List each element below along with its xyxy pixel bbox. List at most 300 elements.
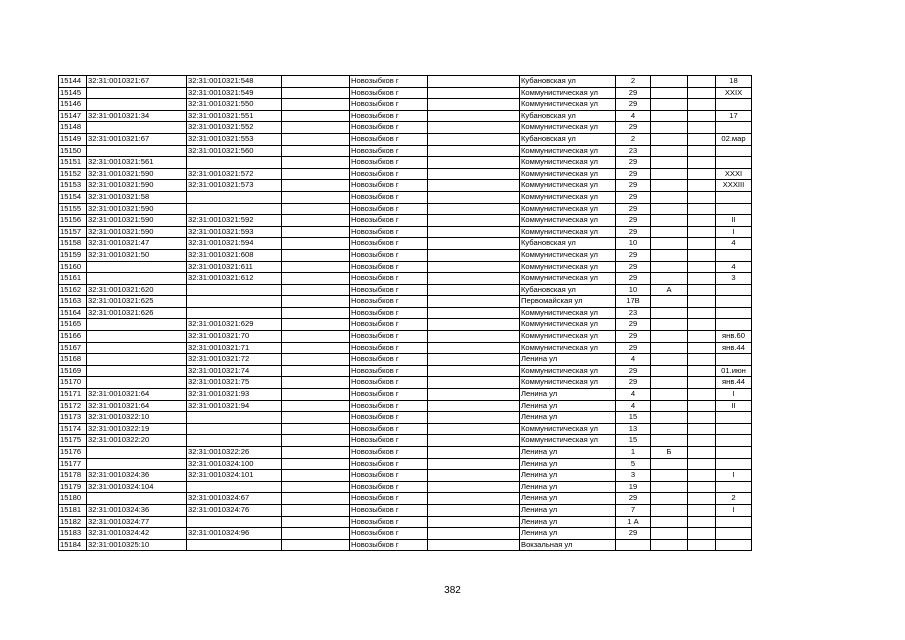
cadastral-number-parcel-cell — [87, 493, 187, 505]
street-cell: Ленина ул — [520, 481, 616, 493]
empty-col-cell — [282, 481, 350, 493]
cadastral-number-object-cell: 32:31:0010321:551 — [187, 110, 282, 122]
building-part-cell: I — [716, 504, 752, 516]
cadastral-number-object-cell: 32:31:0010321:548 — [187, 76, 282, 88]
empty-col-cell — [428, 331, 520, 343]
street-cell: Коммунистическая ул — [520, 87, 616, 99]
spacer-cell — [688, 447, 716, 459]
cadastral-number-parcel-cell: 32:31:0010325:10 — [87, 539, 187, 551]
spacer-cell — [688, 389, 716, 401]
building-part-cell — [716, 481, 752, 493]
empty-col-cell — [282, 168, 350, 180]
city-cell: Новозыбков г — [350, 145, 428, 157]
building-part-cell — [716, 99, 752, 111]
row-number-cell: 15149 — [59, 133, 87, 145]
table-row — [59, 516, 752, 528]
letter-cell — [651, 423, 688, 435]
spacer-cell — [688, 226, 716, 238]
building-part-cell: 4 — [716, 238, 752, 250]
empty-col-cell — [428, 423, 520, 435]
house-number-cell: 29 — [616, 180, 651, 192]
house-number-cell: 15 — [616, 412, 651, 424]
table-row — [59, 87, 752, 99]
cadastral-number-object-cell: 32:31:0010321:592 — [187, 215, 282, 227]
house-number-cell: 19 — [616, 481, 651, 493]
letter-cell — [651, 238, 688, 250]
building-part-cell — [716, 249, 752, 261]
cadastral-number-object-cell — [187, 481, 282, 493]
cadastral-number-parcel-cell — [87, 273, 187, 285]
spacer-cell — [688, 180, 716, 192]
cadastral-number-object-cell — [187, 435, 282, 447]
street-cell: Кубановская ул — [520, 76, 616, 88]
letter-cell — [651, 180, 688, 192]
letter-cell — [651, 493, 688, 505]
cadastral-number-object-cell: 32:31:0010321:93 — [187, 389, 282, 401]
empty-col-cell — [428, 261, 520, 273]
street-cell: Коммунистическая ул — [520, 168, 616, 180]
empty-col-cell — [282, 423, 350, 435]
house-number-cell: 4 — [616, 400, 651, 412]
city-cell: Новозыбков г — [350, 226, 428, 238]
city-cell: Новозыбков г — [350, 215, 428, 227]
house-number-cell: 10 — [616, 238, 651, 250]
table-row — [59, 493, 752, 505]
letter-cell — [651, 504, 688, 516]
empty-col-cell — [282, 76, 350, 88]
building-part-cell — [716, 412, 752, 424]
street-cell: Коммунистическая ул — [520, 99, 616, 111]
city-cell: Новозыбков г — [350, 168, 428, 180]
empty-col-cell — [282, 470, 350, 482]
city-cell: Новозыбков г — [350, 412, 428, 424]
street-cell: Коммунистическая ул — [520, 307, 616, 319]
house-number-cell: 29 — [616, 122, 651, 134]
cadastral-number-object-cell: 32:31:0010321:611 — [187, 261, 282, 273]
cadastral-number-object-cell: 32:31:0010321:74 — [187, 365, 282, 377]
cadastral-number-object-cell: 32:31:0010324:67 — [187, 493, 282, 505]
empty-col-cell — [282, 191, 350, 203]
street-cell: Вокзальная ул — [520, 539, 616, 551]
building-part-cell: I — [716, 389, 752, 401]
empty-col-cell — [282, 504, 350, 516]
cadastral-number-parcel-cell: 32:31:0010321:64 — [87, 400, 187, 412]
street-cell: Ленина ул — [520, 458, 616, 470]
table-row — [59, 412, 752, 424]
table-row — [59, 365, 752, 377]
row-number-cell: 15173 — [59, 412, 87, 424]
letter-cell — [651, 539, 688, 551]
cadastral-number-object-cell: 32:31:0010321:573 — [187, 180, 282, 192]
row-number-cell: 15167 — [59, 342, 87, 354]
row-number-cell: 15181 — [59, 504, 87, 516]
row-number-cell: 15164 — [59, 307, 87, 319]
street-cell: Коммунистическая ул — [520, 203, 616, 215]
letter-cell — [651, 99, 688, 111]
cadastral-number-object-cell: 32:31:0010321:552 — [187, 122, 282, 134]
row-number-cell: 15184 — [59, 539, 87, 551]
empty-col-cell — [282, 296, 350, 308]
table-row — [59, 110, 752, 122]
empty-col-cell — [428, 342, 520, 354]
empty-col-cell — [282, 331, 350, 343]
cadastral-number-object-cell — [187, 307, 282, 319]
street-cell: Коммунистическая ул — [520, 226, 616, 238]
building-part-cell: XXXIII — [716, 180, 752, 192]
page-number: 382 — [444, 585, 461, 596]
table-row — [59, 215, 752, 227]
cadastral-number-parcel-cell: 32:31:0010321:67 — [87, 76, 187, 88]
house-number-cell: 3 — [616, 470, 651, 482]
table-row — [59, 226, 752, 238]
row-number-cell: 15180 — [59, 493, 87, 505]
cadastral-number-object-cell — [187, 423, 282, 435]
spacer-cell — [688, 342, 716, 354]
street-cell: Ленина ул — [520, 412, 616, 424]
building-part-cell: янв.60 — [716, 331, 752, 343]
house-number-cell: 29 — [616, 168, 651, 180]
letter-cell — [651, 87, 688, 99]
empty-col-cell — [282, 238, 350, 250]
building-part-cell — [716, 319, 752, 331]
cadastral-number-parcel-cell: 32:31:0010322:10 — [87, 412, 187, 424]
empty-col-cell — [282, 284, 350, 296]
street-cell: Коммунистическая ул — [520, 122, 616, 134]
building-part-cell: I — [716, 226, 752, 238]
building-part-cell — [716, 528, 752, 540]
street-cell: Коммунистическая ул — [520, 215, 616, 227]
empty-col-cell — [282, 157, 350, 169]
empty-col-cell — [428, 319, 520, 331]
table-row — [59, 180, 752, 192]
cadastral-number-parcel-cell — [87, 342, 187, 354]
empty-col-cell — [428, 110, 520, 122]
table-row — [59, 168, 752, 180]
empty-col-cell — [282, 215, 350, 227]
city-cell: Новозыбков г — [350, 539, 428, 551]
city-cell: Новозыбков г — [350, 110, 428, 122]
house-number-cell: 7 — [616, 504, 651, 516]
street-cell: Коммунистическая ул — [520, 273, 616, 285]
row-number-cell: 15174 — [59, 423, 87, 435]
spacer-cell — [688, 412, 716, 424]
house-number-cell: 5 — [616, 458, 651, 470]
empty-col-cell — [428, 226, 520, 238]
empty-col-cell — [282, 447, 350, 459]
cadastral-number-object-cell — [187, 203, 282, 215]
street-cell: Ленина ул — [520, 354, 616, 366]
cadastral-number-parcel-cell — [87, 99, 187, 111]
table-row — [59, 261, 752, 273]
spacer-cell — [688, 133, 716, 145]
building-part-cell: XXXI — [716, 168, 752, 180]
empty-col-cell — [282, 342, 350, 354]
house-number-cell: 29 — [616, 203, 651, 215]
cadastral-number-parcel-cell: 32:31:0010321:590 — [87, 215, 187, 227]
empty-col-cell — [282, 354, 350, 366]
spacer-cell — [688, 504, 716, 516]
empty-col-cell — [282, 203, 350, 215]
building-part-cell — [716, 284, 752, 296]
cadastral-number-parcel-cell — [87, 447, 187, 459]
empty-col-cell — [428, 157, 520, 169]
house-number-cell: 29 — [616, 261, 651, 273]
table-row — [59, 99, 752, 111]
table-row — [59, 423, 752, 435]
table-row — [59, 377, 752, 389]
street-cell: Ленина ул — [520, 389, 616, 401]
row-number-cell: 15160 — [59, 261, 87, 273]
row-number-cell: 15171 — [59, 389, 87, 401]
street-cell: Кубановская ул — [520, 284, 616, 296]
table-row — [59, 481, 752, 493]
cadastral-number-object-cell: 32:31:0010322:26 — [187, 447, 282, 459]
row-number-cell: 15156 — [59, 215, 87, 227]
empty-col-cell — [282, 412, 350, 424]
empty-col-cell — [282, 133, 350, 145]
spacer-cell — [688, 191, 716, 203]
house-number-cell: 23 — [616, 145, 651, 157]
empty-col-cell — [428, 203, 520, 215]
city-cell: Новозыбков г — [350, 99, 428, 111]
house-number-cell: 29 — [616, 249, 651, 261]
letter-cell — [651, 389, 688, 401]
cadastral-number-object-cell: 32:31:0010321:612 — [187, 273, 282, 285]
table-row — [59, 458, 752, 470]
cadastral-number-object-cell — [187, 296, 282, 308]
cadastral-number-parcel-cell: 32:31:0010324:36 — [87, 470, 187, 482]
cadastral-number-object-cell — [187, 157, 282, 169]
house-number-cell — [616, 539, 651, 551]
letter-cell — [651, 157, 688, 169]
street-cell: Коммунистическая ул — [520, 145, 616, 157]
table-row — [59, 133, 752, 145]
building-part-cell — [716, 516, 752, 528]
empty-col-cell — [428, 516, 520, 528]
row-number-cell: 15152 — [59, 168, 87, 180]
row-number-cell: 15148 — [59, 122, 87, 134]
empty-col-cell — [428, 354, 520, 366]
table-row — [59, 470, 752, 482]
empty-col-cell — [428, 180, 520, 192]
spacer-cell — [688, 354, 716, 366]
empty-col-cell — [282, 226, 350, 238]
street-cell: Ленина ул — [520, 504, 616, 516]
cadastral-number-parcel-cell — [87, 365, 187, 377]
building-part-cell — [716, 435, 752, 447]
spacer-cell — [688, 238, 716, 250]
street-cell: Коммунистическая ул — [520, 249, 616, 261]
empty-col-cell — [428, 145, 520, 157]
cadastral-number-object-cell: 32:31:0010324:101 — [187, 470, 282, 482]
row-number-cell: 15150 — [59, 145, 87, 157]
row-number-cell: 15168 — [59, 354, 87, 366]
house-number-cell: 1 — [616, 447, 651, 459]
house-number-cell: 10 — [616, 284, 651, 296]
spacer-cell — [688, 273, 716, 285]
house-number-cell: 1 А — [616, 516, 651, 528]
cadastral-number-parcel-cell — [87, 122, 187, 134]
building-part-cell: 17 — [716, 110, 752, 122]
cadastral-number-object-cell: 32:31:0010321:594 — [187, 238, 282, 250]
cadastral-number-parcel-cell: 32:31:0010321:590 — [87, 203, 187, 215]
empty-col-cell — [282, 307, 350, 319]
city-cell: Новозыбков г — [350, 458, 428, 470]
letter-cell — [651, 354, 688, 366]
letter-cell — [651, 203, 688, 215]
letter-cell: Б — [651, 447, 688, 459]
table-row — [59, 539, 752, 551]
row-number-cell: 15163 — [59, 296, 87, 308]
cadastral-number-parcel-cell: 32:31:0010322:20 — [87, 435, 187, 447]
street-cell: Первомайская ул — [520, 296, 616, 308]
house-number-cell: 2 — [616, 133, 651, 145]
letter-cell — [651, 458, 688, 470]
cadastral-number-object-cell: 32:31:0010321:75 — [187, 377, 282, 389]
street-cell: Коммунистическая ул — [520, 365, 616, 377]
cadastral-number-parcel-cell: 32:31:0010321:58 — [87, 191, 187, 203]
letter-cell — [651, 191, 688, 203]
spacer-cell — [688, 296, 716, 308]
city-cell: Новозыбков г — [350, 354, 428, 366]
building-part-cell: янв.44 — [716, 342, 752, 354]
empty-col-cell — [428, 447, 520, 459]
letter-cell — [651, 377, 688, 389]
street-cell: Коммунистическая ул — [520, 191, 616, 203]
row-number-cell: 15176 — [59, 447, 87, 459]
row-number-cell: 15182 — [59, 516, 87, 528]
street-cell: Кубановская ул — [520, 110, 616, 122]
table-row — [59, 238, 752, 250]
cadastral-number-parcel-cell: 32:31:0010321:620 — [87, 284, 187, 296]
city-cell: Новозыбков г — [350, 481, 428, 493]
cadastral-number-parcel-cell: 32:31:0010321:50 — [87, 249, 187, 261]
table-row — [59, 145, 752, 157]
street-cell: Ленина ул — [520, 528, 616, 540]
letter-cell — [651, 296, 688, 308]
cadastral-number-object-cell: 32:31:0010324:76 — [187, 504, 282, 516]
empty-col-cell — [428, 87, 520, 99]
empty-col-cell — [282, 400, 350, 412]
building-part-cell — [716, 458, 752, 470]
house-number-cell: 13 — [616, 423, 651, 435]
city-cell: Новозыбков г — [350, 180, 428, 192]
empty-col-cell — [282, 516, 350, 528]
city-cell: Новозыбков г — [350, 528, 428, 540]
empty-col-cell — [428, 412, 520, 424]
empty-col-cell — [428, 273, 520, 285]
empty-col-cell — [282, 273, 350, 285]
cadastral-number-object-cell: 32:31:0010321:72 — [187, 354, 282, 366]
cadastral-number-parcel-cell: 32:31:0010321:67 — [87, 133, 187, 145]
empty-col-cell — [428, 400, 520, 412]
row-number-cell: 15151 — [59, 157, 87, 169]
building-part-cell — [716, 203, 752, 215]
empty-col-cell — [428, 76, 520, 88]
spacer-cell — [688, 203, 716, 215]
table-row — [59, 528, 752, 540]
city-cell: Новозыбков г — [350, 377, 428, 389]
city-cell: Новозыбков г — [350, 516, 428, 528]
empty-col-cell — [428, 191, 520, 203]
street-cell: Коммунистическая ул — [520, 342, 616, 354]
letter-cell — [651, 76, 688, 88]
building-part-cell — [716, 157, 752, 169]
building-part-cell: 4 — [716, 261, 752, 273]
building-part-cell: 01.июн — [716, 365, 752, 377]
cadastral-number-object-cell — [187, 191, 282, 203]
cadastral-number-parcel-cell — [87, 458, 187, 470]
street-cell: Ленина ул — [520, 447, 616, 459]
empty-col-cell — [428, 389, 520, 401]
empty-col-cell — [282, 539, 350, 551]
street-cell: Коммунистическая ул — [520, 423, 616, 435]
cadastral-number-parcel-cell: 32:31:0010324:42 — [87, 528, 187, 540]
house-number-cell: 29 — [616, 157, 651, 169]
spacer-cell — [688, 145, 716, 157]
building-part-cell — [716, 122, 752, 134]
spacer-cell — [688, 331, 716, 343]
table-row — [59, 249, 752, 261]
spacer-cell — [688, 493, 716, 505]
table-row — [59, 284, 752, 296]
spacer-cell — [688, 110, 716, 122]
city-cell: Новозыбков г — [350, 365, 428, 377]
building-part-cell: 18 — [716, 76, 752, 88]
row-number-cell: 15175 — [59, 435, 87, 447]
city-cell: Новозыбков г — [350, 423, 428, 435]
building-part-cell — [716, 307, 752, 319]
building-part-cell — [716, 539, 752, 551]
spacer-cell — [688, 481, 716, 493]
row-number-cell: 15162 — [59, 284, 87, 296]
empty-col-cell — [282, 249, 350, 261]
empty-col-cell — [428, 168, 520, 180]
building-part-cell: XXIX — [716, 87, 752, 99]
house-number-cell: 29 — [616, 99, 651, 111]
empty-col-cell — [282, 122, 350, 134]
city-cell: Новозыбков г — [350, 122, 428, 134]
cadastral-number-parcel-cell — [87, 87, 187, 99]
table-row — [59, 296, 752, 308]
spacer-cell — [688, 99, 716, 111]
house-number-cell: 23 — [616, 307, 651, 319]
house-number-cell: 4 — [616, 110, 651, 122]
house-number-cell: 29 — [616, 191, 651, 203]
house-number-cell: 15 — [616, 435, 651, 447]
letter-cell: А — [651, 284, 688, 296]
row-number-cell: 15153 — [59, 180, 87, 192]
cadastral-number-parcel-cell: 32:31:0010321:64 — [87, 389, 187, 401]
empty-col-cell — [428, 435, 520, 447]
row-number-cell: 15157 — [59, 226, 87, 238]
cadastral-number-object-cell — [187, 516, 282, 528]
building-part-cell — [716, 191, 752, 203]
empty-col-cell — [428, 504, 520, 516]
cadastral-number-parcel-cell — [87, 354, 187, 366]
table-row — [59, 307, 752, 319]
row-number-cell: 15144 — [59, 76, 87, 88]
city-cell: Новозыбков г — [350, 249, 428, 261]
table-row — [59, 504, 752, 516]
table-row — [59, 435, 752, 447]
house-number-cell: 29 — [616, 493, 651, 505]
city-cell: Новозыбков г — [350, 400, 428, 412]
street-cell: Коммунистическая ул — [520, 331, 616, 343]
empty-col-cell — [282, 493, 350, 505]
spacer-cell — [688, 470, 716, 482]
letter-cell — [651, 168, 688, 180]
